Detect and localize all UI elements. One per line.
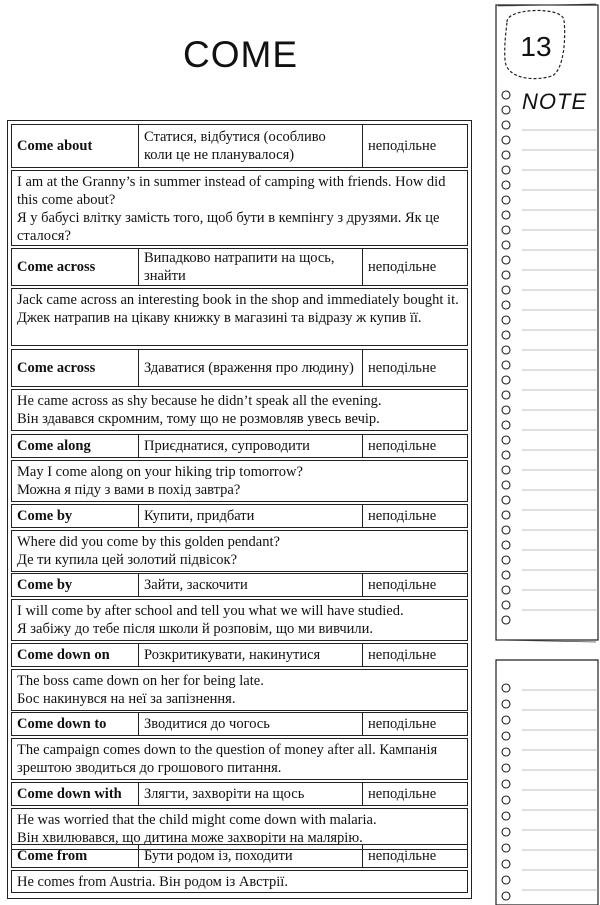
type-cell: неподільне: [368, 138, 437, 154]
example-en: The boss came down on her for being late.: [17, 673, 264, 689]
meaning-cell: Злягти, захворіти на щось: [139, 783, 363, 805]
page-title: COME: [183, 34, 298, 75]
meaning-cell: Зводитися до чогось: [139, 713, 363, 735]
verb-row: [11, 504, 468, 528]
example-uk: Можна я піду з вами в похід завтра?: [17, 482, 241, 498]
example-en: I will come by after school and tell you what we will have studied.: [17, 603, 404, 619]
meaning-cell: Приєднатися, супроводити: [139, 435, 363, 457]
type-cell: неподільне: [368, 716, 437, 732]
verb-cell: Come down to: [12, 713, 139, 735]
example-en: Where did you come by this golden pendant?: [17, 534, 280, 550]
example-row: [11, 170, 468, 246]
page-number: 13: [520, 31, 552, 62]
verb-row: [11, 248, 468, 286]
verb-row: [11, 782, 468, 806]
notebook-margin: [492, 0, 600, 905]
example-uk: Я забіжу до тебе після школи й розповім, що ми вивчили.: [17, 621, 374, 637]
meaning-cell: Розкритикувати, накинутися: [139, 644, 363, 666]
meaning-cell: Статися, відбутися (особливо коли це не планувалося): [139, 125, 363, 167]
notepad-lower: [496, 660, 598, 905]
verb-row: [11, 124, 468, 168]
type-cell: неподільне: [368, 360, 437, 376]
example-row: [11, 870, 468, 893]
example-row: [11, 669, 468, 711]
meaning-cell: Зайти, заскочити: [139, 574, 363, 596]
verb-row: [11, 573, 468, 597]
verb-row: [11, 349, 468, 387]
type-cell: неподільне: [368, 438, 437, 454]
example-row: [11, 530, 468, 572]
example-en: May I come along on your hiking trip tomorrow?: [17, 464, 303, 480]
verb-cell: Come about: [12, 125, 139, 167]
example-uk: Джек натрапив на цікаву книжку в магазині та відразу ж купив її.: [17, 310, 422, 326]
type-cell: неподільне: [368, 848, 437, 864]
verb-row: [11, 844, 468, 868]
example-row: [11, 599, 468, 641]
verb-cell: Come down on: [12, 644, 139, 666]
example-row: [11, 389, 468, 431]
verb-row: [11, 643, 468, 667]
example-row: [11, 288, 468, 346]
example-uk: Де ти купила цей золотий підвісок?: [17, 552, 238, 568]
example-uk: Він здавався скромним, тому що не розмовляв увесь вечір.: [17, 411, 380, 427]
example-en: I am at the Granny’s in summer instead of camping with friends. How did this come about?: [17, 174, 446, 208]
example-en: He comes from Austria. Він родом із Австрії.: [17, 874, 288, 890]
verb-cell: Come down with: [12, 783, 139, 805]
example-uk: Бос накинувся на неї за запізнення.: [17, 691, 236, 707]
example-uk: зрештою зводиться до грошового питання.: [17, 760, 282, 776]
note-label: NOTE: [522, 89, 588, 114]
meaning-cell: Купити, придбати: [139, 505, 363, 527]
example-en: He was worried that the child might come down with malaria.: [17, 812, 377, 828]
verb-row: [11, 712, 468, 736]
verb-cell: Come by: [12, 505, 139, 527]
meaning-cell: Бути родом із, походити: [139, 845, 363, 867]
verb-row: [11, 434, 468, 458]
verb-cell: Come by: [12, 574, 139, 596]
type-cell: неподільне: [368, 786, 437, 802]
type-cell: неподільне: [368, 508, 437, 524]
example-row: [11, 460, 468, 502]
meaning-cell: Здаватися (враження про людину): [139, 350, 363, 386]
verb-cell: Come across: [12, 350, 139, 386]
example-uk: Він хвилювався, що дитина може захворіти на малярію.: [17, 830, 363, 846]
type-cell: неподільне: [368, 577, 437, 593]
phrasal-verb-table: [7, 120, 472, 899]
example-en: Jack came across an interesting book in the shop and immediately bought it.: [17, 292, 459, 308]
example-en: He came across as shy because he didn’t speak all the evening.: [17, 393, 382, 409]
type-cell: неподільне: [368, 259, 437, 275]
meaning-cell: Випадково натрапити на щось, знайти: [139, 249, 363, 285]
verb-cell: Come across: [12, 249, 139, 285]
verb-cell: Come from: [12, 845, 139, 867]
type-cell: неподільне: [368, 647, 437, 663]
example-en: The campaign comes down to the question of money after all. Кампанія: [17, 742, 438, 758]
example-uk: Я у бабусі влітку замість того, щоб бути в кемпінгу з друзями. Як це сталося?: [17, 210, 440, 244]
verb-cell: Come along: [12, 435, 139, 457]
example-row: [11, 738, 468, 780]
